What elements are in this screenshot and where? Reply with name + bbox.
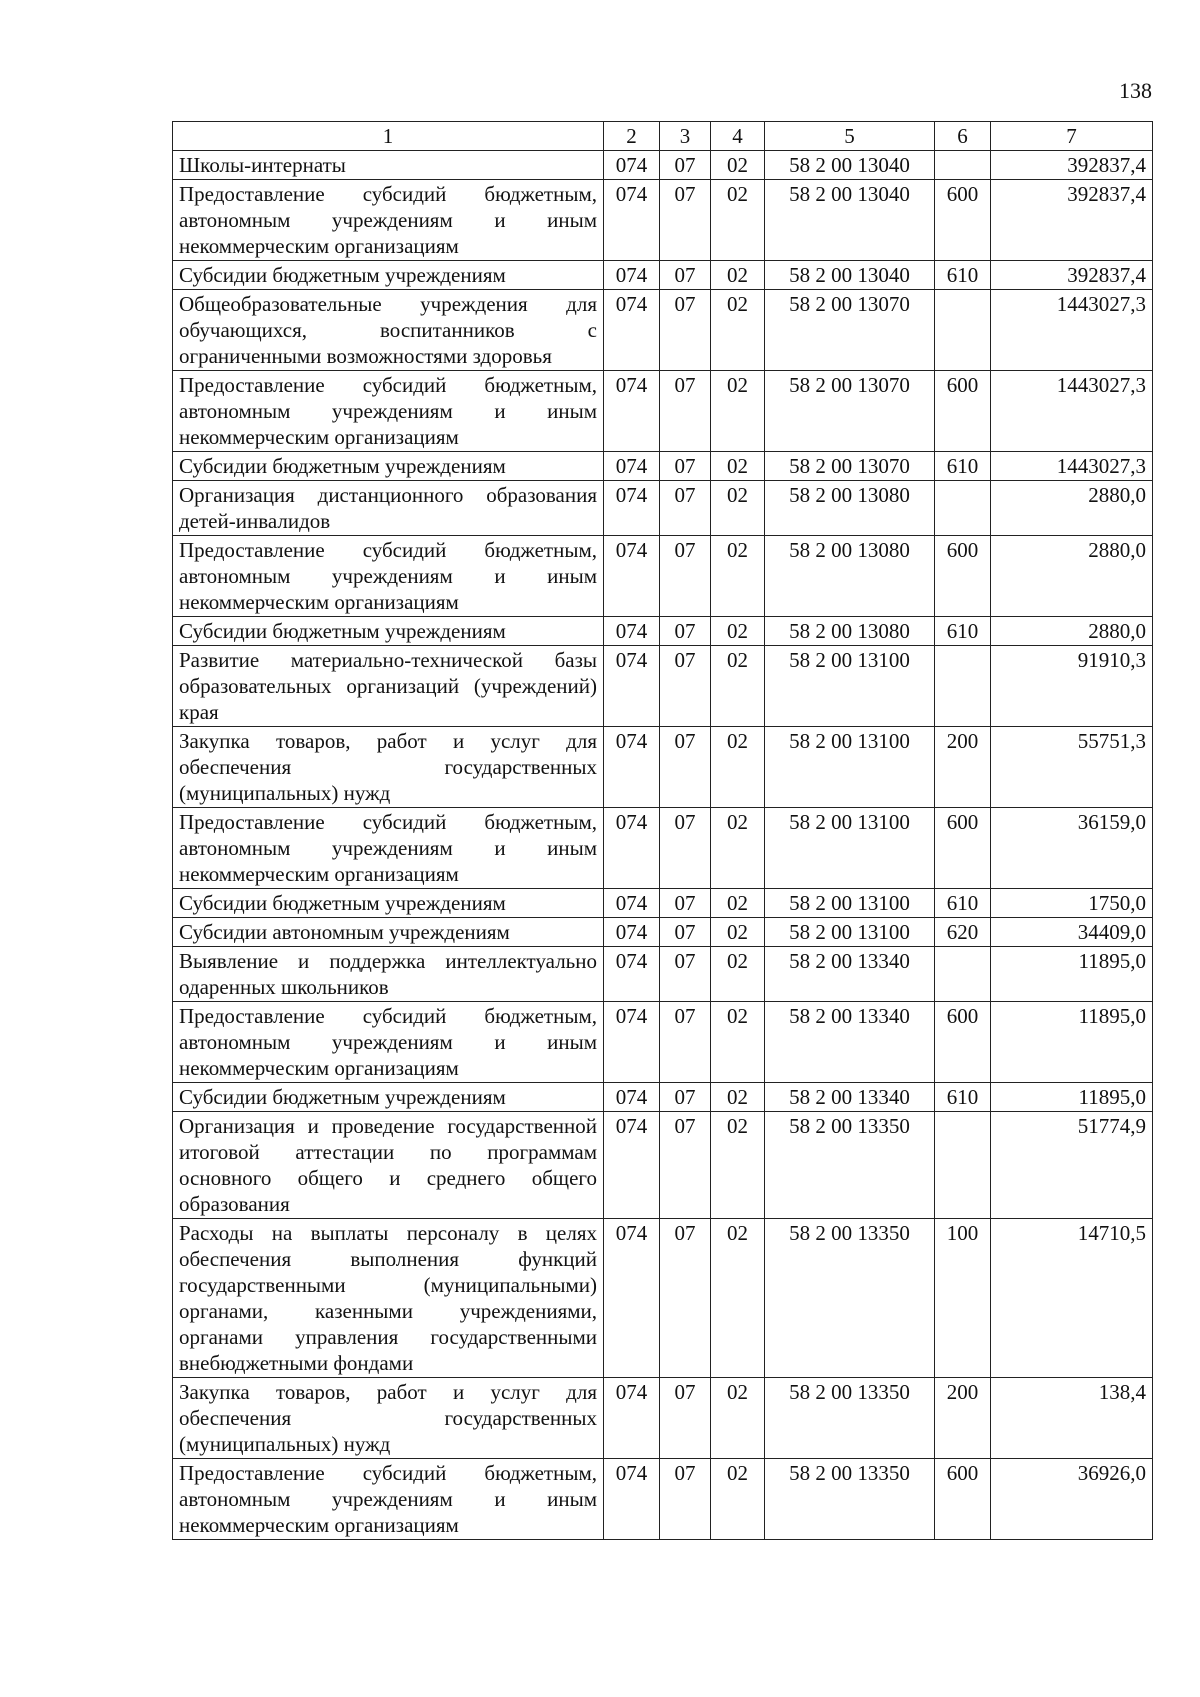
section-cell: 07 — [660, 1083, 711, 1112]
amount-cell: 392837,4 — [991, 261, 1153, 290]
amount-cell: 91910,3 — [991, 646, 1153, 727]
row-name-cell: Субсидии бюджетным учреждениям — [173, 452, 604, 481]
table-row — [173, 371, 1153, 452]
subsection-cell: 02 — [711, 151, 765, 180]
admin-code-cell: 074 — [604, 1002, 660, 1083]
section-cell: 07 — [660, 646, 711, 727]
row-name-cell: Предоставление субсидий бюджетным, автономным учреждениям и иным некоммерческим организациям — [173, 180, 604, 261]
target-article-cell: 58 2 00 13040 — [765, 180, 935, 261]
target-article-cell: 58 2 00 13070 — [765, 452, 935, 481]
expense-type-cell: 620 — [935, 918, 991, 947]
table-row — [173, 1459, 1153, 1540]
target-article-cell: 58 2 00 13350 — [765, 1378, 935, 1459]
target-article-cell: 58 2 00 13100 — [765, 808, 935, 889]
target-article-cell: 58 2 00 13040 — [765, 151, 935, 180]
target-article-cell: 58 2 00 13100 — [765, 727, 935, 808]
expense-type-cell: 600 — [935, 1002, 991, 1083]
subsection-cell: 02 — [711, 261, 765, 290]
admin-code-cell: 074 — [604, 290, 660, 371]
table-row — [173, 261, 1153, 290]
subsection-cell: 02 — [711, 536, 765, 617]
admin-code-cell: 074 — [604, 617, 660, 646]
column-header: 4 — [711, 122, 765, 151]
section-cell: 07 — [660, 536, 711, 617]
admin-code-cell: 074 — [604, 180, 660, 261]
row-name-cell: Субсидии бюджетным учреждениям — [173, 889, 604, 918]
expense-type-cell — [935, 481, 991, 536]
row-name-cell: Субсидии автономным учреждениям — [173, 918, 604, 947]
table-row — [173, 1112, 1153, 1219]
expense-type-cell: 600 — [935, 180, 991, 261]
table-row — [173, 1083, 1153, 1112]
table-row — [173, 617, 1153, 646]
target-article-cell: 58 2 00 13080 — [765, 617, 935, 646]
section-cell: 07 — [660, 808, 711, 889]
row-name-cell: Организация дистанционного образования детей-инвалидов — [173, 481, 604, 536]
expense-type-cell: 600 — [935, 808, 991, 889]
column-header: 3 — [660, 122, 711, 151]
section-cell: 07 — [660, 1112, 711, 1219]
expense-type-cell: 600 — [935, 1459, 991, 1540]
amount-cell: 392837,4 — [991, 180, 1153, 261]
amount-cell: 1443027,3 — [991, 452, 1153, 481]
subsection-cell: 02 — [711, 617, 765, 646]
row-name-cell: Закупка товаров, работ и услуг для обеспечения государственных (муниципальных) нужд — [173, 1378, 604, 1459]
section-cell: 07 — [660, 452, 711, 481]
admin-code-cell: 074 — [604, 1459, 660, 1540]
row-name-cell: Выявление и поддержка интеллектуально одаренных школьников — [173, 947, 604, 1002]
target-article-cell: 58 2 00 13070 — [765, 371, 935, 452]
expense-type-cell — [935, 290, 991, 371]
row-name-cell: Расходы на выплаты персоналу в целях обеспечения выполнения функций государственными (муниципальными) органами, казенными учреждениями, органами управления государственными внебюджетными фондами — [173, 1219, 604, 1378]
target-article-cell: 58 2 00 13080 — [765, 481, 935, 536]
amount-cell: 1750,0 — [991, 889, 1153, 918]
expense-type-cell: 610 — [935, 261, 991, 290]
section-cell: 07 — [660, 1002, 711, 1083]
subsection-cell: 02 — [711, 481, 765, 536]
section-cell: 07 — [660, 180, 711, 261]
expense-type-cell: 100 — [935, 1219, 991, 1378]
admin-code-cell: 074 — [604, 452, 660, 481]
amount-cell: 138,4 — [991, 1378, 1153, 1459]
expense-type-cell — [935, 947, 991, 1002]
expense-type-cell: 610 — [935, 617, 991, 646]
target-article-cell: 58 2 00 13040 — [765, 261, 935, 290]
section-cell: 07 — [660, 151, 711, 180]
amount-cell: 34409,0 — [991, 918, 1153, 947]
amount-cell: 51774,9 — [991, 1112, 1153, 1219]
expense-type-cell: 600 — [935, 536, 991, 617]
row-name-cell: Предоставление субсидий бюджетным, автономным учреждениям и иным некоммерческим организациям — [173, 808, 604, 889]
row-name-cell: Субсидии бюджетным учреждениям — [173, 261, 604, 290]
table-row — [173, 918, 1153, 947]
section-cell: 07 — [660, 947, 711, 1002]
subsection-cell: 02 — [711, 808, 765, 889]
table-row — [173, 452, 1153, 481]
table-body — [173, 151, 1153, 1540]
expense-type-cell: 610 — [935, 889, 991, 918]
amount-cell: 392837,4 — [991, 151, 1153, 180]
row-name-cell: Развитие материально-технической базы образовательных организаций (учреждений) края — [173, 646, 604, 727]
amount-cell: 36926,0 — [991, 1459, 1153, 1540]
expense-type-cell — [935, 151, 991, 180]
amount-cell: 11895,0 — [991, 1002, 1153, 1083]
table-row — [173, 727, 1153, 808]
amount-cell: 1443027,3 — [991, 290, 1153, 371]
section-cell: 07 — [660, 889, 711, 918]
subsection-cell: 02 — [711, 1459, 765, 1540]
section-cell: 07 — [660, 371, 711, 452]
section-cell: 07 — [660, 261, 711, 290]
admin-code-cell: 074 — [604, 947, 660, 1002]
admin-code-cell: 074 — [604, 889, 660, 918]
row-name-cell: Предоставление субсидий бюджетным, автономным учреждениям и иным некоммерческим организациям — [173, 371, 604, 452]
subsection-cell: 02 — [711, 1112, 765, 1219]
admin-code-cell: 074 — [604, 151, 660, 180]
section-cell: 07 — [660, 727, 711, 808]
target-article-cell: 58 2 00 13100 — [765, 918, 935, 947]
row-name-cell: Субсидии бюджетным учреждениям — [173, 617, 604, 646]
table-row — [173, 646, 1153, 727]
column-header: 1 — [173, 122, 604, 151]
amount-cell: 2880,0 — [991, 481, 1153, 536]
row-name-cell: Предоставление субсидий бюджетным, автономным учреждениям и иным некоммерческим организациям — [173, 1002, 604, 1083]
target-article-cell: 58 2 00 13350 — [765, 1112, 935, 1219]
table-row — [173, 536, 1153, 617]
section-cell: 07 — [660, 481, 711, 536]
subsection-cell: 02 — [711, 452, 765, 481]
subsection-cell: 02 — [711, 1002, 765, 1083]
subsection-cell: 02 — [711, 1083, 765, 1112]
column-header: 6 — [935, 122, 991, 151]
expense-type-cell — [935, 1112, 991, 1219]
row-name-cell: Организация и проведение государственной итоговой аттестации по программам основного общего и среднего общего образования — [173, 1112, 604, 1219]
table-row — [173, 889, 1153, 918]
subsection-cell: 02 — [711, 371, 765, 452]
target-article-cell: 58 2 00 13340 — [765, 1083, 935, 1112]
admin-code-cell: 074 — [604, 1083, 660, 1112]
column-header: 2 — [604, 122, 660, 151]
section-cell: 07 — [660, 1378, 711, 1459]
row-name-cell: Закупка товаров, работ и услуг для обеспечения государственных (муниципальных) нужд — [173, 727, 604, 808]
admin-code-cell: 074 — [604, 536, 660, 617]
page-number: 138 — [1119, 78, 1152, 103]
section-cell: 07 — [660, 918, 711, 947]
amount-cell: 55751,3 — [991, 727, 1153, 808]
amount-cell: 2880,0 — [991, 617, 1153, 646]
admin-code-cell: 074 — [604, 1112, 660, 1219]
subsection-cell: 02 — [711, 727, 765, 808]
table-row — [173, 290, 1153, 371]
admin-code-cell: 074 — [604, 1378, 660, 1459]
admin-code-cell: 074 — [604, 808, 660, 889]
table-row — [173, 1002, 1153, 1083]
table-row — [173, 1378, 1153, 1459]
admin-code-cell: 074 — [604, 481, 660, 536]
row-name-cell: Субсидии бюджетным учреждениям — [173, 1083, 604, 1112]
expense-type-cell: 610 — [935, 1083, 991, 1112]
section-cell: 07 — [660, 1219, 711, 1378]
admin-code-cell: 074 — [604, 261, 660, 290]
table-row — [173, 1219, 1153, 1378]
column-header: 5 — [765, 122, 935, 151]
admin-code-cell: 074 — [604, 918, 660, 947]
target-article-cell: 58 2 00 13100 — [765, 646, 935, 727]
admin-code-cell: 074 — [604, 1219, 660, 1378]
table-row — [173, 947, 1153, 1002]
amount-cell: 1443027,3 — [991, 371, 1153, 452]
row-name-cell: Предоставление субсидий бюджетным, автономным учреждениям и иным некоммерческим организациям — [173, 536, 604, 617]
column-header: 7 — [991, 122, 1153, 151]
expense-type-cell: 200 — [935, 727, 991, 808]
amount-cell: 36159,0 — [991, 808, 1153, 889]
amount-cell: 14710,5 — [991, 1219, 1153, 1378]
row-name-cell: Школы-интернаты — [173, 151, 604, 180]
header-row — [173, 122, 1153, 151]
admin-code-cell: 074 — [604, 371, 660, 452]
subsection-cell: 02 — [711, 889, 765, 918]
table-row — [173, 180, 1153, 261]
target-article-cell: 58 2 00 13340 — [765, 1002, 935, 1083]
subsection-cell: 02 — [711, 1378, 765, 1459]
subsection-cell: 02 — [711, 918, 765, 947]
target-article-cell: 58 2 00 13350 — [765, 1219, 935, 1378]
target-article-cell: 58 2 00 13080 — [765, 536, 935, 617]
amount-cell: 11895,0 — [991, 1083, 1153, 1112]
expense-type-cell — [935, 646, 991, 727]
expense-type-cell: 200 — [935, 1378, 991, 1459]
subsection-cell: 02 — [711, 1219, 765, 1378]
target-article-cell: 58 2 00 13100 — [765, 889, 935, 918]
admin-code-cell: 074 — [604, 727, 660, 808]
target-article-cell: 58 2 00 13340 — [765, 947, 935, 1002]
admin-code-cell: 074 — [604, 646, 660, 727]
expense-type-cell: 610 — [935, 452, 991, 481]
subsection-cell: 02 — [711, 947, 765, 1002]
table-row — [173, 808, 1153, 889]
target-article-cell: 58 2 00 13350 — [765, 1459, 935, 1540]
amount-cell: 2880,0 — [991, 536, 1153, 617]
amount-cell: 11895,0 — [991, 947, 1153, 1002]
expense-type-cell: 600 — [935, 371, 991, 452]
subsection-cell: 02 — [711, 646, 765, 727]
section-cell: 07 — [660, 290, 711, 371]
table-row — [173, 151, 1153, 180]
budget-table — [172, 121, 1153, 1540]
section-cell: 07 — [660, 1459, 711, 1540]
target-article-cell: 58 2 00 13070 — [765, 290, 935, 371]
row-name-cell: Общеобразовательные учреждения для обучающихся, воспитанников с ограниченными возможностями здоровья — [173, 290, 604, 371]
subsection-cell: 02 — [711, 290, 765, 371]
row-name-cell: Предоставление субсидий бюджетным, автономным учреждениям и иным некоммерческим организациям — [173, 1459, 604, 1540]
section-cell: 07 — [660, 617, 711, 646]
subsection-cell: 02 — [711, 180, 765, 261]
table-row — [173, 481, 1153, 536]
